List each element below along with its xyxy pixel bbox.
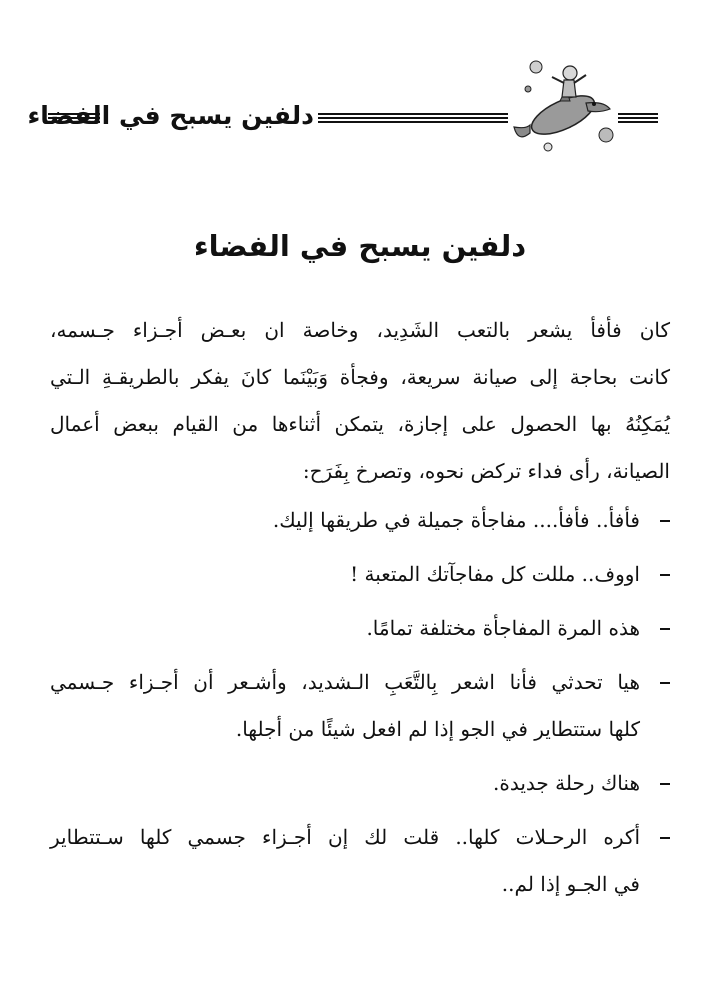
dash-bullet	[656, 814, 670, 861]
dash-bullet	[656, 605, 670, 652]
dialogue-line: كلها ستتطاير في الجو إذا لم افعل شيئًا من أجلها.	[235, 717, 640, 741]
header-rule-middle	[318, 113, 508, 123]
header-rule-right	[618, 113, 658, 123]
dialogue-line: في الجـو إذا لم..	[501, 872, 640, 896]
dialogue-item	[50, 659, 670, 753]
dash-bullet	[656, 760, 670, 807]
dash-bullet	[656, 497, 670, 544]
dialogue-line: هذه المرة المفاجأة مختلفة تمامًا.	[366, 616, 640, 640]
paragraph-line: كان فأفأ يشعر بالتعب الشَدِيد، وخاصة ان بعـض أجـزاء جـسمه،	[50, 318, 670, 342]
running-header-title: دلفين يسبح في الفضاء	[27, 101, 314, 130]
article-body	[50, 307, 670, 915]
dialogue-line: هيا تحدثي فأنا اشعر بِالتَّعَبِ الـشديد، وأشـعر أن أجـزاء جـسمي	[50, 670, 640, 694]
dialogue-item	[50, 497, 670, 544]
paragraph-line: الصيانة، رأى فداء تركض نحوه، وتصرخ بِفَرَح:	[302, 459, 670, 483]
running-header	[0, 55, 720, 165]
dialogue-line: هناك رحلة جديدة.	[492, 771, 640, 795]
article-title: دلفين يسبح في الفضاء	[193, 229, 527, 263]
paragraph-line: كانت بحاجة إلى صيانة سريعة، وفجأة وَبَيْنَما كانَ يفكر بالطريقـةِ الـتي	[50, 365, 670, 389]
dialogue-line: اووف.. مللت كل مفاجآتك المتعبة !	[350, 562, 640, 586]
dialogue-line: فأفأ.. فأفأ.... مفاجأة جميلة في طريقها إليك.	[272, 508, 640, 532]
dialogue-item	[50, 760, 670, 807]
paragraph-line: يُمَكِنُهُ بها الحصول على إجازة، يتمكن أثناءها من القيام ببعض أعمال	[50, 412, 670, 436]
dialogue-item	[50, 551, 670, 598]
dolphin-with-child-rider-icon	[508, 55, 620, 155]
dash-bullet	[656, 659, 670, 706]
dialogue-item	[50, 605, 670, 652]
dialogue-list	[50, 497, 670, 908]
dialogue-item	[50, 814, 670, 908]
dash-bullet	[656, 551, 670, 598]
dialogue-line: أكره الرحـلات كلها.. قلت لك إن أجـزاء جسمي كلها سـتتطاير	[50, 825, 640, 849]
